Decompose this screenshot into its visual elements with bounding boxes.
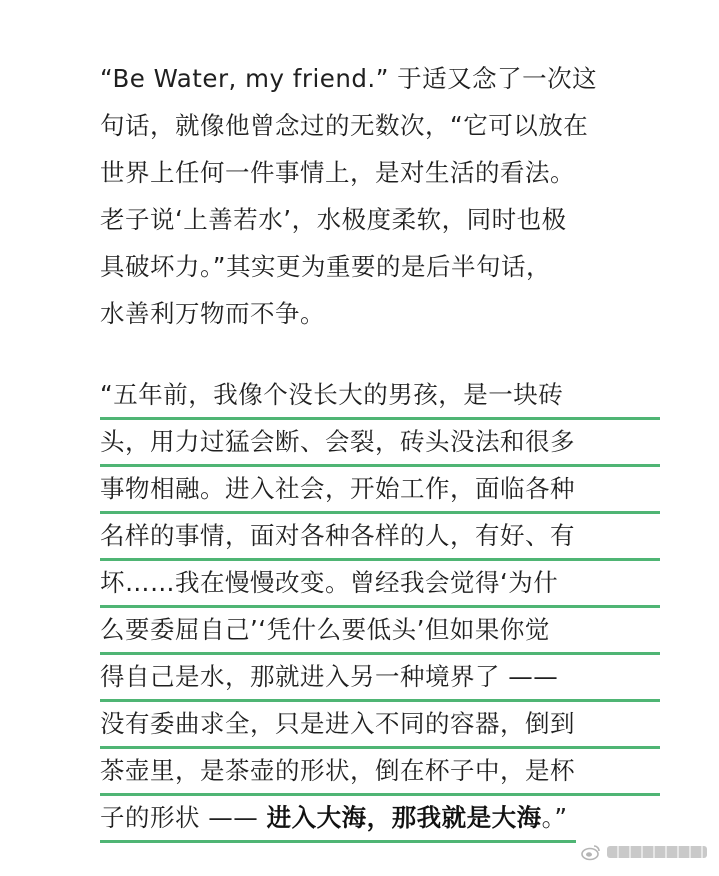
quote-line: 没有委曲求全，只是进入不同的容器，倒到 xyxy=(100,702,660,749)
text-line: 具破坏力。”其实更为重要的是后半句话， xyxy=(100,252,551,281)
weibo-logo-icon xyxy=(581,843,601,861)
quote-line: 坏……我在慢慢改变。曾经我会觉得‘为什 xyxy=(100,561,660,608)
paragraph-1 xyxy=(100,55,660,337)
quote-line: 茶壶里，是茶壶的形状，倒在杯子中，是杯 xyxy=(100,749,660,796)
paragraph-2-quote xyxy=(100,373,660,843)
watermark-text xyxy=(607,846,707,858)
quote-line: 得自己是水，那就进入另一种境界了 —— xyxy=(100,655,660,702)
text-line: “Be Water, my friend.” 于适又念了一次这 xyxy=(100,64,598,93)
text-line: 句话，就像他曾念过的无数次，“它可以放在 xyxy=(100,111,589,140)
quote-bold-phrase: 进入大海，那我就是大海 xyxy=(266,803,542,832)
watermark xyxy=(581,842,707,862)
quote-last-line xyxy=(100,796,576,843)
quote-line: 事物相融。进入社会，开始工作，面临各种 xyxy=(100,467,660,514)
quote-line: 么要委屈自己’‘凭什么要低头’但如果你觉 xyxy=(100,608,660,655)
quote-last-suffix: 。” xyxy=(541,803,568,832)
quote-line: 名样的事情，面对各种各样的人，有好、有 xyxy=(100,514,660,561)
quote-line: “五年前，我像个没长大的男孩，是一块砖 xyxy=(100,373,660,420)
text-line: 老子说‘上善若水’，水极度柔软，同时也极 xyxy=(100,205,567,234)
text-line: 世界上任何一件事情上，是对生活的看法。 xyxy=(100,158,575,187)
text-line: 水善利万物而不争。 xyxy=(100,299,325,328)
quote-last-prefix: 子的形状 —— xyxy=(100,803,267,832)
quote-line: 头，用力过猛会断、会裂，砖头没法和很多 xyxy=(100,420,660,467)
